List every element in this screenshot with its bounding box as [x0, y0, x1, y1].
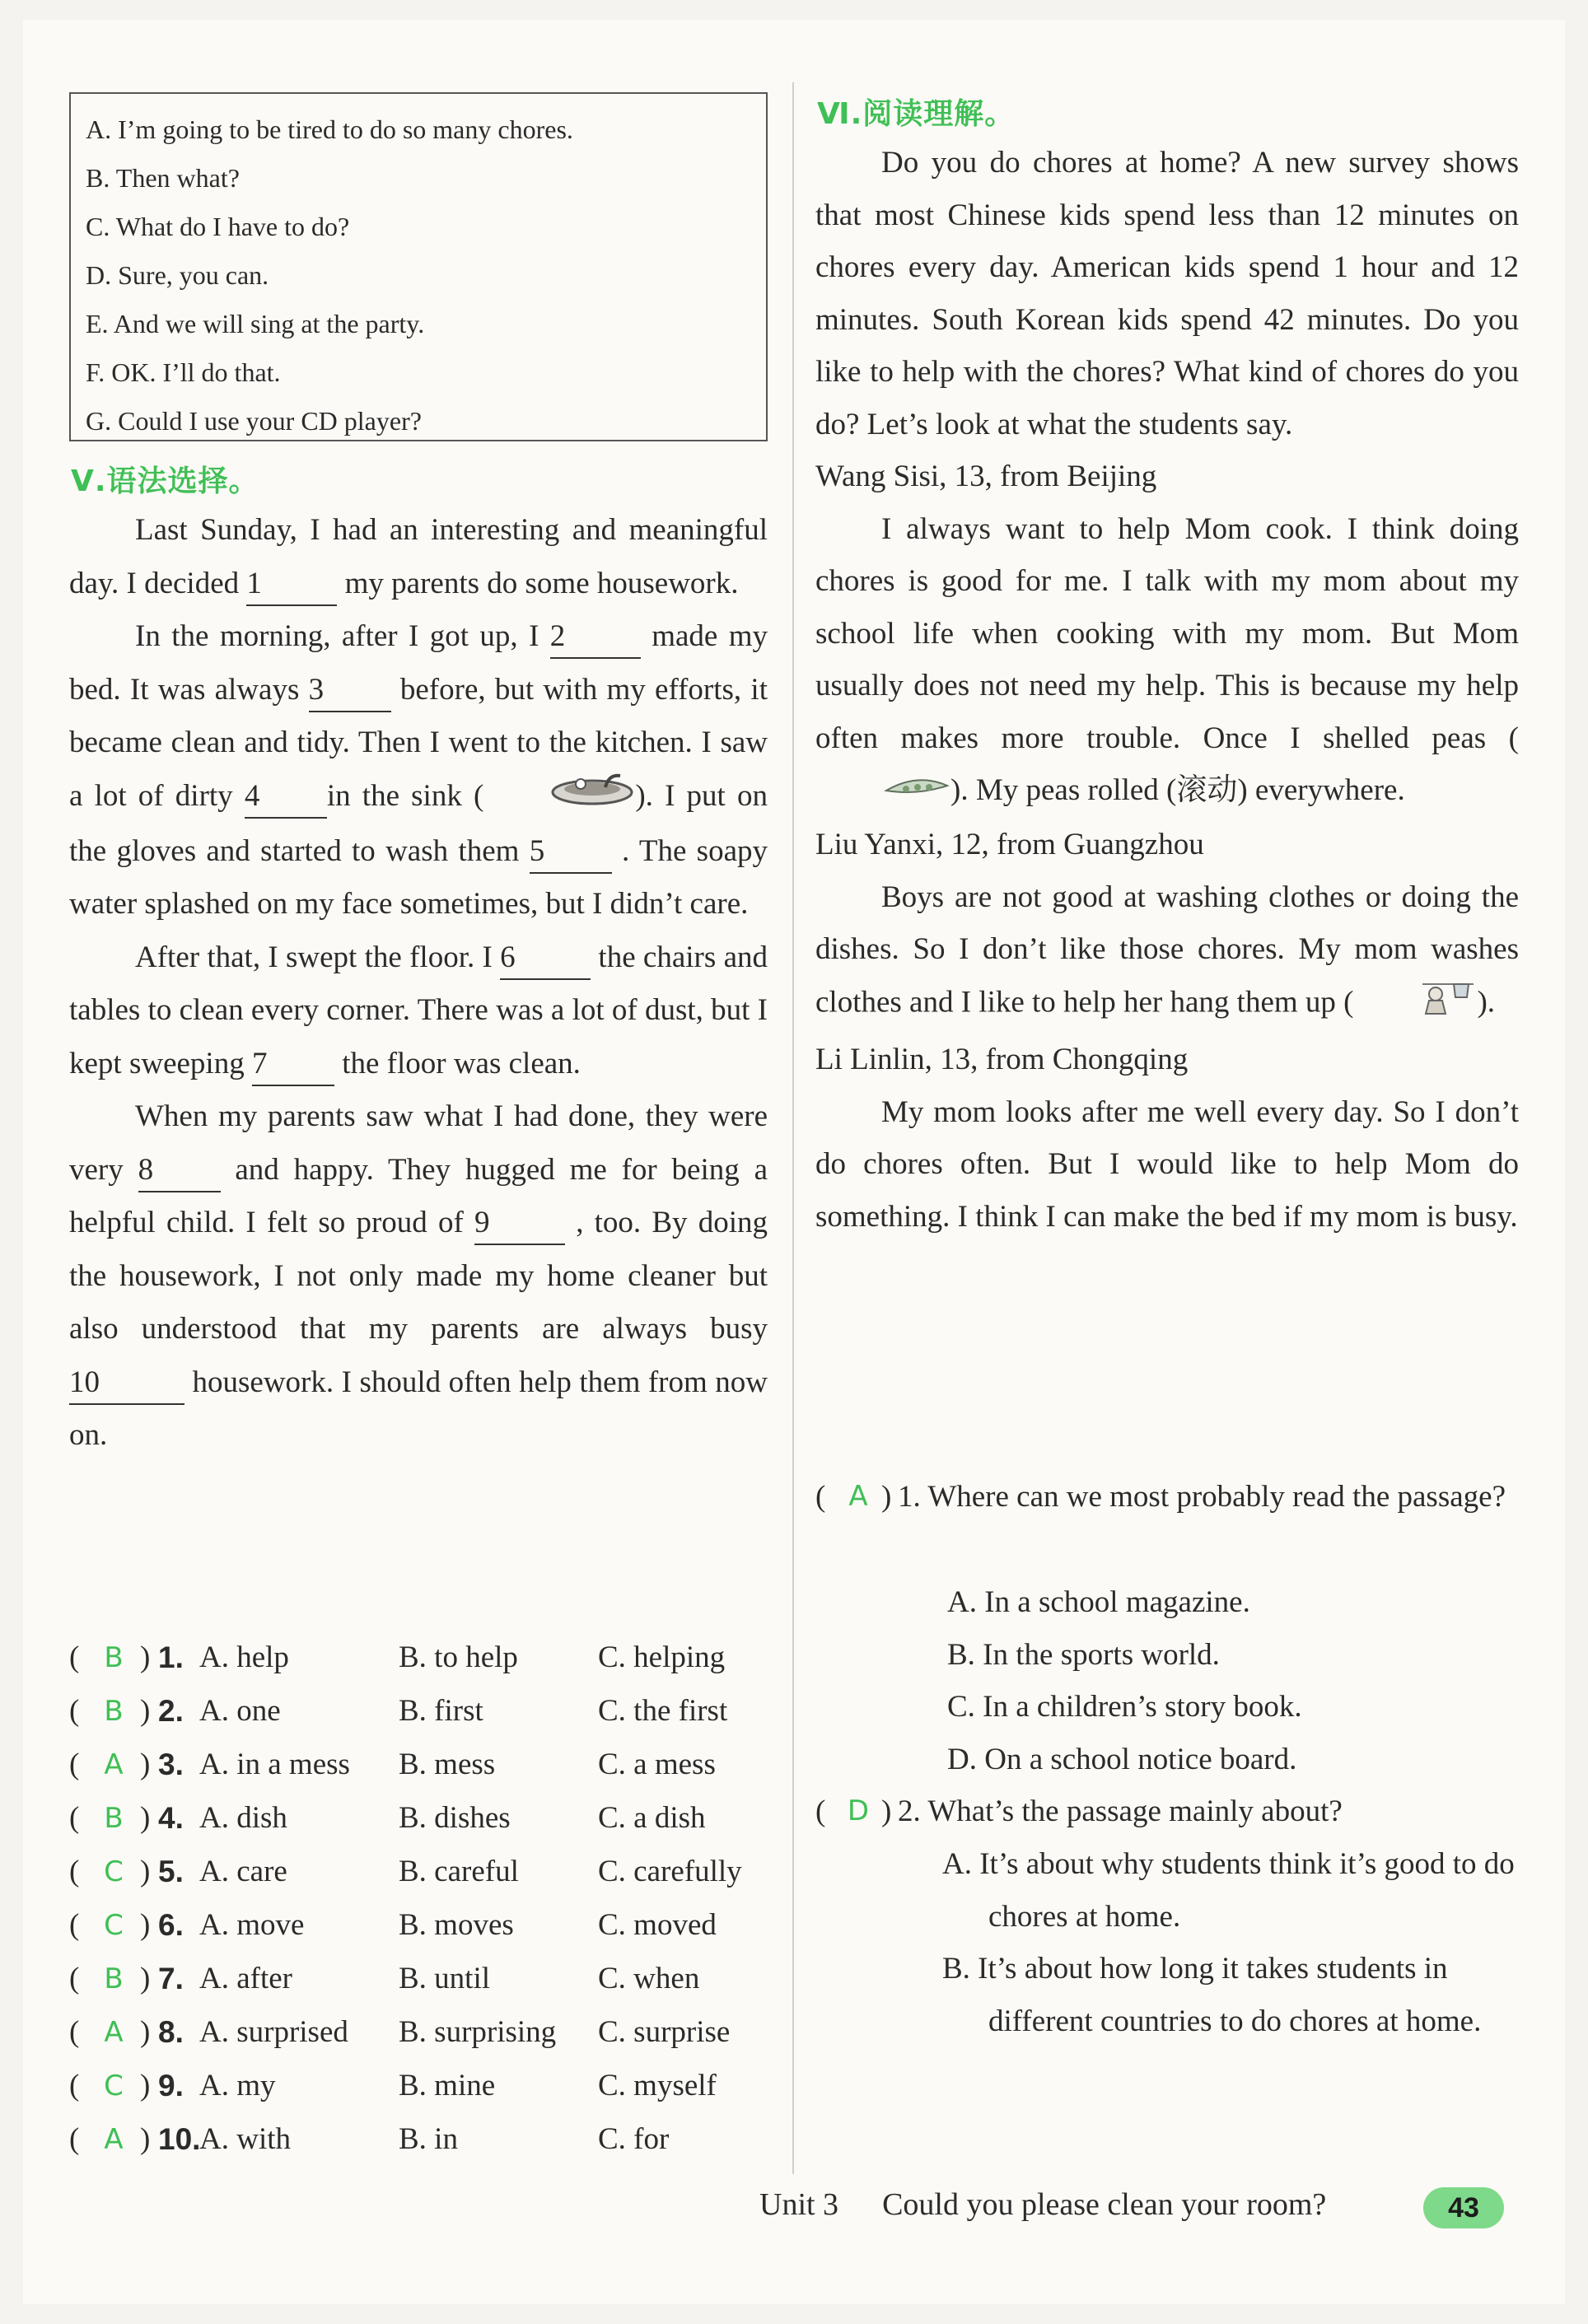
cloze-paragraph-1: Last Sunday, I had an interesting and meaningful day. I decided 1 my parents do some housework. — [69, 504, 768, 610]
choice-b[interactable]: B. dishes — [399, 1801, 511, 1835]
choice-a[interactable]: A. surprised — [199, 2015, 348, 2049]
choice-a[interactable]: A. in a mess — [199, 1748, 350, 1781]
student-li-linlin: Li Linlin, 13, from Chongqing — [815, 1043, 1189, 1077]
choice-c[interactable]: C. for — [598, 2122, 670, 2156]
option-c: C. What do I have to do? — [86, 212, 350, 241]
choice-a[interactable]: A. dish — [199, 1801, 287, 1835]
cloze-passage — [69, 504, 768, 1463]
blank-7[interactable]: 7 — [252, 1043, 334, 1086]
choice-b[interactable]: B. first — [399, 1694, 483, 1728]
blank-10[interactable]: 10 — [69, 1362, 184, 1405]
reading-passage — [815, 137, 1519, 1243]
choice-a[interactable]: A. one — [199, 1694, 281, 1728]
choice-b[interactable]: B. surprising — [399, 2015, 557, 2049]
reading-q1-option-d[interactable]: D. On a school notice board. — [947, 1742, 1297, 1776]
choice-c[interactable]: C. the first — [598, 1694, 728, 1728]
cloze-paragraph-4: When my parents saw what I had done, they were very 8 and happy. They hugged me for being a helpful child. I felt so proud of 9 , too. By doing the housework, I not only made my home cleaner but also understood that my parents are always busy 10 housework. I should often help them from now on. — [69, 1099, 768, 1453]
answer-1[interactable]: B — [104, 1641, 124, 1674]
choice-a[interactable]: A. help — [199, 1640, 289, 1674]
column-divider — [792, 82, 794, 2174]
blank-5[interactable]: 5 — [530, 831, 612, 874]
choice-a[interactable]: A. care — [199, 1855, 287, 1888]
choice-b[interactable]: B. careful — [399, 1855, 519, 1888]
choice-b[interactable]: B. mine — [399, 2069, 496, 2102]
footer-title: Could you please clean your room? — [882, 2187, 1327, 2222]
section-6-title: Ⅵ.阅读理解。 — [817, 97, 1016, 131]
student-wang-sisi: Wang Sisi, 13, from Beijing — [815, 460, 1157, 493]
reading-question-2-stem: 2. What’s the passage mainly about? — [898, 1794, 1343, 1828]
choice-c[interactable]: C. when — [598, 1962, 700, 1995]
reading-q1-option-a[interactable]: A. In a school magazine. — [947, 1585, 1250, 1619]
blank-1[interactable]: 1 — [246, 563, 337, 606]
reading-question-2: ( D ) 2. What’s the passage mainly about? A. It’s about why students think it’s good to do chores at home. B. It’s about how long it takes students in different countries to do chores at home. — [815, 1785, 1519, 2047]
student-liu-yanxi: Liu Yanxi, 12, from Guangzhou — [815, 828, 1204, 862]
passage-li-linlin: My mom looks after me well every day. So I don’t do chores often. But I would like to help Mom do something. I think I can make the bed if my mom is busy. — [815, 1094, 1519, 1234]
reading-question-1: ( A ) 1. Where can we most probably read the passage? A. In a school magazine. B. In the sports world. C. In a children’s story book. D. On a school notice board. — [815, 1471, 1524, 1785]
blank-2[interactable]: 2 — [550, 616, 641, 659]
choice-c[interactable]: C. helping — [598, 1640, 726, 1674]
choice-a[interactable]: A. with — [199, 2122, 291, 2156]
choice-b[interactable]: B. to help — [399, 1640, 518, 1674]
answer-6[interactable]: C — [104, 1909, 124, 1942]
answer-7[interactable]: B — [104, 1962, 124, 1995]
option-b: B. Then what? — [86, 163, 240, 193]
answer-4[interactable]: B — [104, 1802, 124, 1835]
reading-answer-1[interactable]: A — [848, 1480, 868, 1513]
page-footer — [759, 2186, 1326, 2223]
hanging-clothes-icon — [1353, 976, 1477, 1034]
option-g: G. Could I use your CD player? — [86, 406, 422, 436]
choice-b[interactable]: B. mess — [399, 1748, 496, 1781]
choice-c[interactable]: C. a dish — [598, 1801, 706, 1835]
choice-c[interactable]: C. a mess — [598, 1748, 716, 1781]
blank-4[interactable]: 4 — [245, 776, 327, 819]
choice-a[interactable]: A. move — [199, 1908, 305, 1942]
answer-5[interactable]: C — [104, 1855, 124, 1888]
answer-2[interactable]: B — [104, 1695, 124, 1728]
passage-liu-yanxi: Boys are not good at washing clothes or doing the dishes. So I don’t like those chores. My mom washes clothes and I like to help her hang them up ( ). — [815, 871, 1519, 1034]
choice-c[interactable]: C. surprise — [598, 2015, 731, 2049]
blank-9[interactable]: 9 — [474, 1202, 565, 1245]
reading-answer-2[interactable]: D — [847, 1794, 870, 1827]
option-d: D. Sure, you can. — [86, 260, 269, 290]
cloze-paragraph-3: After that, I swept the floor. I 6 the chairs and tables to clean every corner. There was a lot of dust, but I kept sweeping 7 the floor was clean. — [69, 931, 768, 1091]
choice-c[interactable]: C. moved — [598, 1908, 717, 1942]
blank-3[interactable]: 3 — [309, 670, 391, 712]
reading-question-1-stem: 1. Where can we most probably read the passage? — [898, 1480, 1506, 1514]
choice-a[interactable]: A. my — [199, 2069, 276, 2102]
cloze-paragraph-2: In the morning, after I got up, I 2 made my bed. It was always 3 before, but with my efforts, it became clean and tidy. Then I went to the kitchen. I saw a lot of dirty 4 in the sink ( ). I put on the gloves and started to wash them 5 . The soapy water splashed on my face sometimes, but I didn’t care. — [69, 610, 768, 931]
answer-10[interactable]: A — [104, 2123, 124, 2156]
passage-intro: Do you do chores at home? A new survey shows that most Chinese kids spend less than 12 minutes on chores every day. American kids spend 1 hour and 12 minutes. South Korean kids spend 42 minutes. Do you like to help with the chores? What kind of chores do you do? Let’s look at what the students say. — [815, 146, 1519, 441]
option-a: A. I’m going to be tired to do so many chores. — [86, 114, 573, 144]
option-e: E. And we will sing at the party. — [86, 309, 425, 338]
option-f: F. OK. I’ll do that. — [86, 357, 281, 387]
reading-q2-option-a[interactable]: A. It’s about why students think it’s good to do chores at home. — [942, 1847, 1515, 1934]
blank-8[interactable]: 8 — [138, 1150, 221, 1192]
answer-3[interactable]: A — [104, 1748, 124, 1781]
options-box — [69, 92, 768, 441]
reading-q1-option-b[interactable]: B. In the sports world. — [947, 1637, 1220, 1672]
blank-6[interactable]: 6 — [500, 937, 591, 980]
peas-icon — [815, 767, 950, 819]
passage-wang-sisi: I always want to help Mom cook. I think doing chores is good for me. I talk with my mom about my school life when cooking with my mom. But Mom usually does not need my help. This is because my help often makes more trouble. Once I shelled peas (). My peas rolled (滚动) everywhere. — [815, 503, 1519, 819]
reading-q2-option-b[interactable]: B. It’s about how long it takes students in different countries to do chores at home. — [942, 1952, 1482, 2038]
choice-c[interactable]: C. carefully — [598, 1855, 742, 1888]
answer-9[interactable]: C — [104, 2070, 124, 2102]
choice-c[interactable]: C. myself — [598, 2069, 717, 2102]
choice-a[interactable]: A. after — [199, 1962, 292, 1995]
section-5-title: Ⅴ.语法选择。 — [71, 464, 259, 498]
reading-q1-option-c[interactable]: C. In a children’s story book. — [947, 1690, 1302, 1724]
dish-sink-icon — [483, 771, 635, 825]
choice-b[interactable]: B. in — [399, 2122, 458, 2156]
choice-b[interactable]: B. moves — [399, 1908, 514, 1942]
choice-b[interactable]: B. until — [399, 1962, 491, 1995]
footer-unit: Unit 3 — [759, 2187, 839, 2222]
page-number-badge: 43 — [1423, 2187, 1504, 2228]
answer-8[interactable]: A — [104, 2016, 124, 2049]
